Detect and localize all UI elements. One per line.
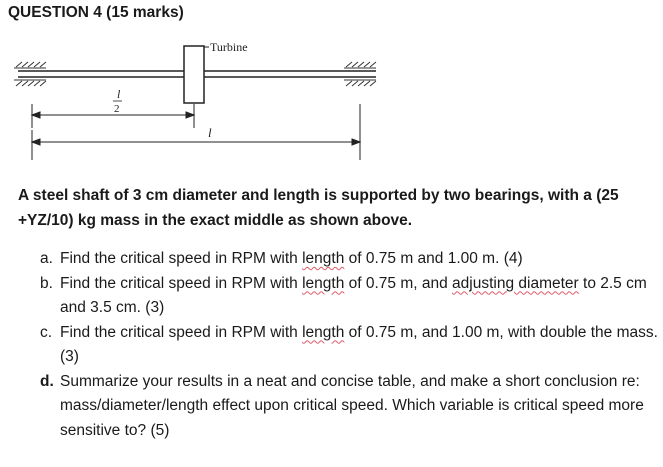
part-text: Find the critical speed in RPM with <box>60 274 303 292</box>
question-part-b <box>30 272 660 321</box>
part-text: Find the critical speed in RPM with <box>60 250 303 267</box>
problem-statement: A steel shaft of 3 cm diameter and length is supported by two bearings, with a (25 +YZ/10) kg mass in the exact middle as shown above. <box>18 187 619 229</box>
left-bearing <box>14 62 46 86</box>
question-part-c <box>30 321 660 370</box>
part-text: Find the critical speed in RPM with <box>60 323 303 341</box>
part-marker: c. <box>40 323 53 341</box>
question-part-a <box>30 247 660 272</box>
spellcheck-flagged-text: length <box>302 250 345 267</box>
part-text: of 0.75 m, and 1.00 m, with double the mass. (3) <box>60 323 658 365</box>
question-parts-list <box>30 247 660 443</box>
part-marker: a. <box>40 250 53 267</box>
shaft-diagram <box>0 30 400 170</box>
turbine-disc <box>184 46 204 103</box>
question-heading: QUESTION 4 (15 marks) <box>8 4 184 21</box>
half-length-label-num: l <box>117 87 121 101</box>
part-text: to 2.5 cm and 3.5 cm. (3) <box>60 274 647 316</box>
full-length-dimension <box>32 104 360 160</box>
spellcheck-flagged-text: length <box>302 274 345 292</box>
half-length-dimension <box>32 104 194 128</box>
right-bearing <box>344 62 376 86</box>
half-length-label-den: 2 <box>114 103 120 115</box>
turbine-label: Turbine <box>210 40 248 54</box>
question-part-d <box>30 370 660 444</box>
part-marker: b. <box>40 274 53 292</box>
spellcheck-flagged-text: length <box>302 323 345 341</box>
part-marker: d. <box>40 372 54 390</box>
part-text: of 0.75 m, and <box>344 274 453 292</box>
spellcheck-flagged-text: adjusting diameter <box>452 274 579 292</box>
part-text: Summarize your results in a neat and concise table, and make a short conclusion re: mass/diameter/length effect upon critical speed. Which variable is critical speed more sensitive to? (5) <box>60 372 644 439</box>
length-label: l <box>208 125 212 140</box>
part-text: of 0.75 m and 1.00 m. (4) <box>344 250 523 267</box>
shaft-figure <box>0 30 400 170</box>
